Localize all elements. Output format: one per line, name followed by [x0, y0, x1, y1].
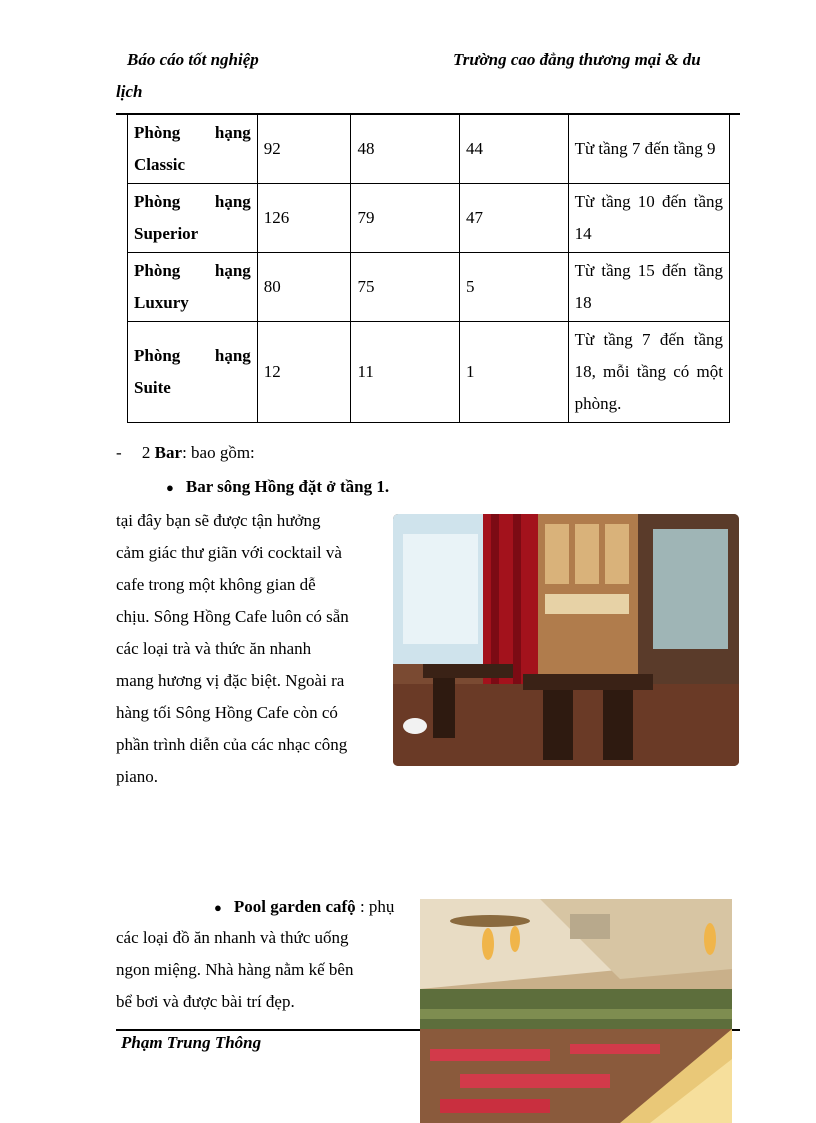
room-total-cell: 12 — [257, 322, 351, 423]
header-wrap: lịch — [116, 82, 143, 101]
room-total-cell: 92 — [257, 115, 351, 184]
bar-label: Bar — [154, 443, 183, 462]
room-floor-cell: Từ tầng 7 đến tầng 18, mỗi tầng có một phòng. — [568, 322, 729, 423]
room-col2-cell: 79 — [351, 184, 460, 253]
bar-intro — [116, 443, 255, 463]
room-col2-cell: 75 — [351, 253, 460, 322]
room-name-word: Phòng — [134, 261, 181, 280]
room-name-word: hạng — [214, 123, 251, 142]
bullet-icon: ● — [166, 480, 174, 495]
paragraph-line: chịu. Sông Hồng Cafe luôn có sẵn — [116, 607, 349, 626]
song-hong-paragraph — [116, 505, 381, 793]
paragraph-line: ngon miệng. Nhà hàng nằm kế bên — [116, 960, 354, 979]
table-row — [128, 322, 730, 423]
room-name-cell — [128, 184, 258, 253]
room-name-cell — [128, 115, 258, 184]
table-row — [128, 253, 730, 322]
room-name-word: Phòng — [134, 192, 181, 211]
pool-heading — [214, 897, 394, 917]
bar-intro-rest: : bao gồm: — [182, 443, 255, 462]
paragraph-line: các loại trà và thức ăn nhanh — [116, 639, 312, 658]
room-floor-cell: Từ tầng 7 đến tầng 9 — [568, 115, 729, 184]
header-left: Báo cáo tốt nghiệp — [127, 50, 259, 69]
song-hong-title: Bar sông Hồng đặt ở tầng 1. — [185, 477, 390, 496]
room-col3-cell: 44 — [460, 115, 569, 184]
room-name-type: Luxury — [134, 293, 189, 312]
room-name-type: Superior — [134, 224, 199, 243]
table-row — [128, 115, 730, 184]
room-name-type: Suite — [134, 378, 171, 397]
room-col3-cell: 47 — [460, 184, 569, 253]
header-right: Trường cao đẳng thương mại & du — [453, 50, 701, 69]
paragraph-line: cảm giác thư giãn với cocktail và — [116, 543, 342, 562]
bullet-icon: ● — [214, 900, 222, 915]
room-name-cell — [128, 253, 258, 322]
paragraph-line: phần trình diễn của các nhạc công — [116, 735, 348, 754]
paragraph-line: hàng tối Sông Hồng Cafe còn có — [116, 703, 338, 722]
room-name-word: hạng — [214, 346, 251, 365]
paragraph-line: các loại đồ ăn nhanh và thức uống — [116, 928, 349, 947]
song-hong-cafe-photo — [393, 514, 739, 766]
room-floor-cell: Từ tầng 15 đến tầng 18 — [568, 253, 729, 322]
room-name-word: hạng — [214, 192, 251, 211]
room-col3-cell: 5 — [460, 253, 569, 322]
paragraph-line: cafe trong một không gian dễ — [116, 575, 316, 594]
footer-author: Phạm Trung Thông — [121, 1033, 262, 1052]
pool-tail: : phụ — [359, 897, 395, 916]
song-hong-heading — [166, 477, 389, 497]
paragraph-line: piano. — [116, 767, 159, 786]
room-floor-cell: Từ tầng 10 đến tầng 14 — [568, 184, 729, 253]
pool-title: Pool garden cafộ — [233, 897, 356, 916]
room-name-word: hạng — [214, 261, 251, 280]
room-col2-cell: 48 — [351, 115, 460, 184]
bar-count: 2 — [141, 443, 151, 462]
paragraph-line: bể bơi và được bài trí đẹp. — [116, 992, 295, 1011]
room-table — [127, 114, 730, 423]
room-name-word: Phòng — [134, 123, 181, 142]
room-total-cell: 126 — [257, 184, 351, 253]
paragraph-line: mang hương vị đặc biệt. Ngoài ra — [116, 671, 345, 690]
dash-marker: - — [116, 443, 122, 462]
room-name-type: Classic — [134, 155, 185, 174]
table-row — [128, 184, 730, 253]
pool-paragraph — [116, 922, 408, 1018]
pool-garden-photo — [420, 899, 732, 1123]
room-total-cell: 80 — [257, 253, 351, 322]
paragraph-line: tại đây bạn sẽ được tận hưởng — [116, 511, 321, 530]
room-name-word: Phòng — [134, 346, 181, 365]
room-col3-cell: 1 — [460, 322, 569, 423]
room-name-cell — [128, 322, 258, 423]
room-col2-cell: 11 — [351, 322, 460, 423]
